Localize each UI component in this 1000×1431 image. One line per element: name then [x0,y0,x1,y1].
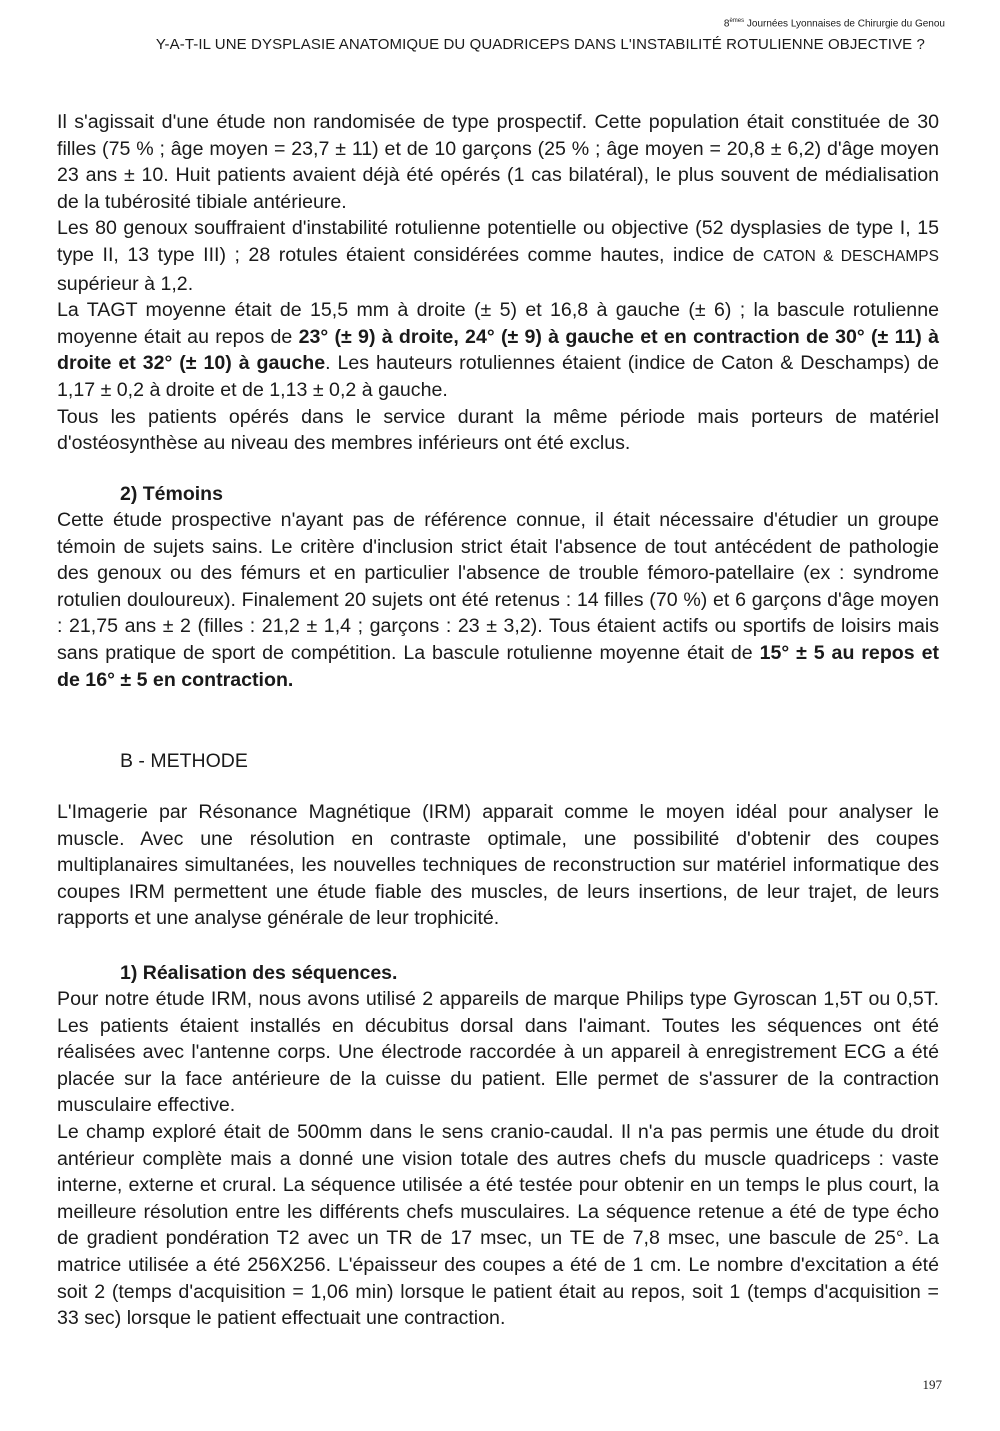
paragraph-methode: L'Imagerie par Résonance Magnétique (IRM) apparait comme le moyen idéal pour analyser le muscle. Avec une résolution en contraste optimale, une possibilité d'obtenir des coupes multiplanaires simultanées, les nouvelles techniques de reconstruction sur matériel informatique des coupes IRM permettent une étude fiable des muscles, de leurs insertions, de leur trajet, de leurs rapports et une analyse générale de leur trophicité. [57,801,939,930]
paragraph-tagt-end: . Les hauteurs rotuliennes étaient (indice de Caton & Deschamps) de 1,17 ± 0,2 à droite et de 1,13 ± 0,2 à gauche. [57,352,939,401]
temoins-bascule-values: 15° ± 5 au repos et de 16° ± 5 en contraction. [57,641,939,691]
header-ordinal: 8 [723,18,730,30]
paragraph-temoins-text: Cette étude prospective n'ayant pas de référence connue, il était nécessaire d'étudier un groupe témoin de sujets sains. Le critère d'inclusion strict était l'absence de tout antécédent de pathologie des genoux ou des fémurs et en particulier l'absence de trouble fémoro-patellaire (ex : syndrome rotulien douloureux). Finalement 20 sujets ont été retenus : 14 filles (70 %) et 6 garçons d'âge moyen : 21,75 ans ± 2 (filles : 21,2 ± 1,4 ; garçons : 23 ± 3,2). Tous étaient actifs ou sportifs de loisirs mais sans pratique de sport de compétition. La bascule rotulienne moyenne était de [57,509,939,664]
page-number: 197 [922,1377,942,1392]
paragraph-appareils: Pour notre étude IRM, nous avons utilisé 2 appareils de marque Philips type Gyroscan 1,5T ou 0,5T. Les patients étaient installés en décubitus dorsal dans l'aimant. Toutes les séquences ont été réalisées avec l'antenne corps. Une électrode raccordée à un appareil à enregistrement ECG a été placée sur la face antérieure de la cuisse du patient. Elle permet de s'assurer de la contraction musculaire effective. [57,988,939,1117]
realisation-block [57,986,939,1332]
temoins-block [57,507,939,693]
paragraph-population: Il s'agissait d'une étude non randomisée de type prospectif. Cette population était constituée de 30 filles (75 % ; âge moyen = 23,7 ± 11) et de 10 garçons (25 % ; âge moyen = 20,8 ± 6,2) d'âge moyen 23 ans ± 10. Huit patients avaient déjà été opérés (1 cas bilatéral), le plus souvent de médialisation de la tubérosité tibiale antérieure. [57,111,939,213]
bascule-values: 23° (± 9) à droite, 24° (± 9) à gauche et en contraction de 30° (± 11) à droite et 32° (± 10) à gauche [57,325,939,375]
paragraph-temoins [57,507,939,693]
paragraph-genoux [57,215,939,297]
paragraph-exclusion: Tous les patients opérés dans le service durant la même période mais porteurs de matériel d'ostéosynthèse au niveau des membres inférieurs ont été exclus. [57,405,939,455]
heading-methode: B - METHODE [120,750,248,772]
caton-deschamps-label: CATON & DESCHAMPS [762,247,939,265]
paragraph-champ: Le champ exploré était de 500mm dans le sens cranio-caudal. Il n'a pas permis une étude du droit antérieur complète mais a donné une vision totale des autres chefs du muscle quadriceps : vaste interne, externe et crural. La séquence utilisée a été testée pour obtenir en un temps le plus court, la meilleure résolution entre les différents chefs musculaires. La séquence retenue a été de type écho de gradient pondération T2 avec un TR de 17 msec, un TE de 7,8 msec, une bascule de 25°. La matrice utilisée a été 256X256. L'épaisseur des coupes a été de 1 cm. Le nombre d'excitation a été soit 2 (temps d'acquisition = 1,06 min) lorsque le patient était au repos, soit 1 (temps d'acquisition = 33 sec) lorsque le patient effectuait une contraction. [57,1120,939,1330]
paragraph-genoux-end: supérieur à 1,2. [57,272,194,295]
intro-block [57,109,939,457]
methode-block [57,799,939,932]
header-ordinal-sup: èmes [729,18,745,24]
paragraph-tagt-text: La TAGT moyenne était de 15,5 mm à droite (± 5) et 16,8 à gauche (± 6) ; la bascule rotulienne moyenne était au repos de [57,299,939,348]
paragraph-genoux-text: Les 80 genoux souffraient d'instabilité rotulienne potentielle ou objective (52 dysplasies de type I, 15 type II, 13 type III) ; 28 rotules étaient considérées comme hautes, indice de [57,217,939,266]
heading-temoins: 2) Témoins [120,483,223,505]
header-journees: Journées Lyonnaises de Chirurgie du Genou [744,18,945,30]
running-header-title: Y-A-T-IL UNE DYSPLASIE ANATOMIQUE DU QUADRICEPS DANS L'INSTABILITÉ ROTULIENNE OBJECTIVE ? [155,36,925,53]
running-header-journees [724,18,945,29]
paragraph-tagt [57,297,939,403]
heading-realisation: 1) Réalisation des séquences. [120,962,398,984]
